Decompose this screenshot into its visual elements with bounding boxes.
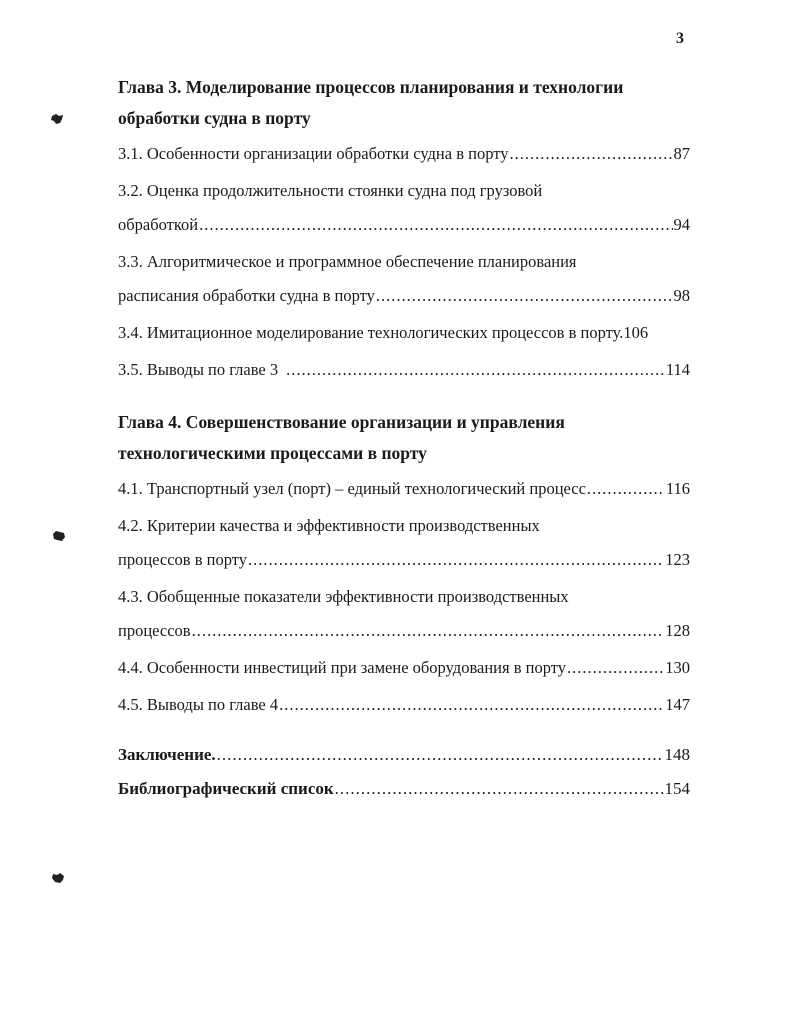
dot-leader (286, 353, 665, 387)
toc-entry-title: процессов в порту (118, 550, 247, 569)
toc-entry-title: 3.5. Выводы по главе 3 (118, 360, 279, 379)
table-of-contents (118, 72, 690, 806)
dot-leader (376, 279, 673, 313)
scan-blot-icon (51, 872, 65, 884)
toc-entry-page: 128 (665, 621, 690, 640)
toc-entry-title: 3.1. Особенности организации обработки судна в порту (118, 144, 509, 163)
chapter-4-heading-line-2: технологическими процессами в порту (118, 443, 427, 463)
toc-entry-title-line-1: 3.3. Алгоритмическое и программное обеспечение планирования (118, 252, 577, 271)
toc-entry-title: Заключение. (118, 745, 216, 764)
dot-leader (567, 651, 664, 685)
toc-entry-title-line-1: 4.3. Обобщенные показатели эффективности производственных (118, 587, 569, 606)
toc-entry-title: обработкой (118, 215, 199, 234)
scan-blot-icon (50, 113, 64, 125)
toc-entry-page: 87 (673, 144, 690, 163)
toc-entry-conclusion (118, 738, 690, 772)
toc-entry-title: Библиографический список (118, 779, 334, 798)
toc-entry-4-1 (118, 472, 690, 506)
toc-entry-title: 4.1. Транспортный узел (порт) – единый технологический процесс (118, 479, 586, 498)
toc-entry-4-4 (118, 651, 690, 685)
chapter-3-heading (118, 72, 690, 134)
toc-entry-page: 116 (665, 479, 690, 498)
dot-leader (217, 738, 664, 772)
toc-entry-title-line-1: 4.2. Критерии качества и эффективности производственных (118, 516, 540, 535)
toc-entry-page: 98 (673, 286, 690, 305)
toc-entry-4-5 (118, 688, 690, 722)
toc-entry-3-2 (118, 174, 690, 242)
toc-entry-4-3 (118, 580, 690, 648)
toc-entry-page: 147 (665, 695, 690, 714)
toc-entry-title: расписания обработки судна в порту (118, 286, 375, 305)
dot-leader (279, 688, 664, 722)
dot-leader (248, 543, 664, 577)
dot-leader (192, 614, 665, 648)
dot-leader (509, 137, 672, 171)
toc-entry-page: 130 (665, 658, 690, 677)
toc-entry-title: 4.4. Особенности инвестиций при замене оборудования в порту (118, 658, 566, 677)
toc-entry-bibliography (118, 772, 690, 806)
toc-entry-title-line-1: 3.2. Оценка продолжительности стоянки судна под грузовой (118, 181, 543, 200)
toc-entry-title: 3.4. Имитационное моделирование технологических процессов в порту. (118, 323, 624, 342)
dot-leader (199, 208, 672, 242)
toc-entry-title: процессов (118, 621, 191, 640)
toc-entry-page: 154 (664, 779, 690, 798)
chapter-3-heading-line-1: Глава 3. Моделирование процессов планирования и технологии (118, 77, 624, 97)
toc-entry-page: 106 (623, 323, 649, 342)
chapter-4-heading (118, 407, 690, 469)
toc-entry-3-3 (118, 245, 690, 313)
toc-entry-4-2 (118, 509, 690, 577)
chapter-3-heading-line-2: обработки судна в порту (118, 108, 311, 128)
page-number: 3 (676, 30, 684, 47)
toc-entry-title: 4.5. Выводы по главе 4 (118, 695, 279, 714)
scan-blot-icon (52, 530, 66, 542)
final-entries (118, 738, 690, 806)
chapter-4-heading-line-1: Глава 4. Совершенствование организации и управления (118, 412, 565, 432)
toc-entry-3-1 (118, 137, 690, 171)
toc-entry-page: 94 (673, 215, 690, 234)
toc-entry-page: 114 (665, 360, 690, 379)
toc-entry-3-5 (118, 353, 690, 387)
dot-leader (587, 472, 665, 506)
toc-entry-page: 123 (665, 550, 690, 569)
dot-leader (335, 772, 664, 806)
toc-entry-3-4 (118, 316, 690, 350)
toc-entry-page: 148 (664, 745, 690, 764)
